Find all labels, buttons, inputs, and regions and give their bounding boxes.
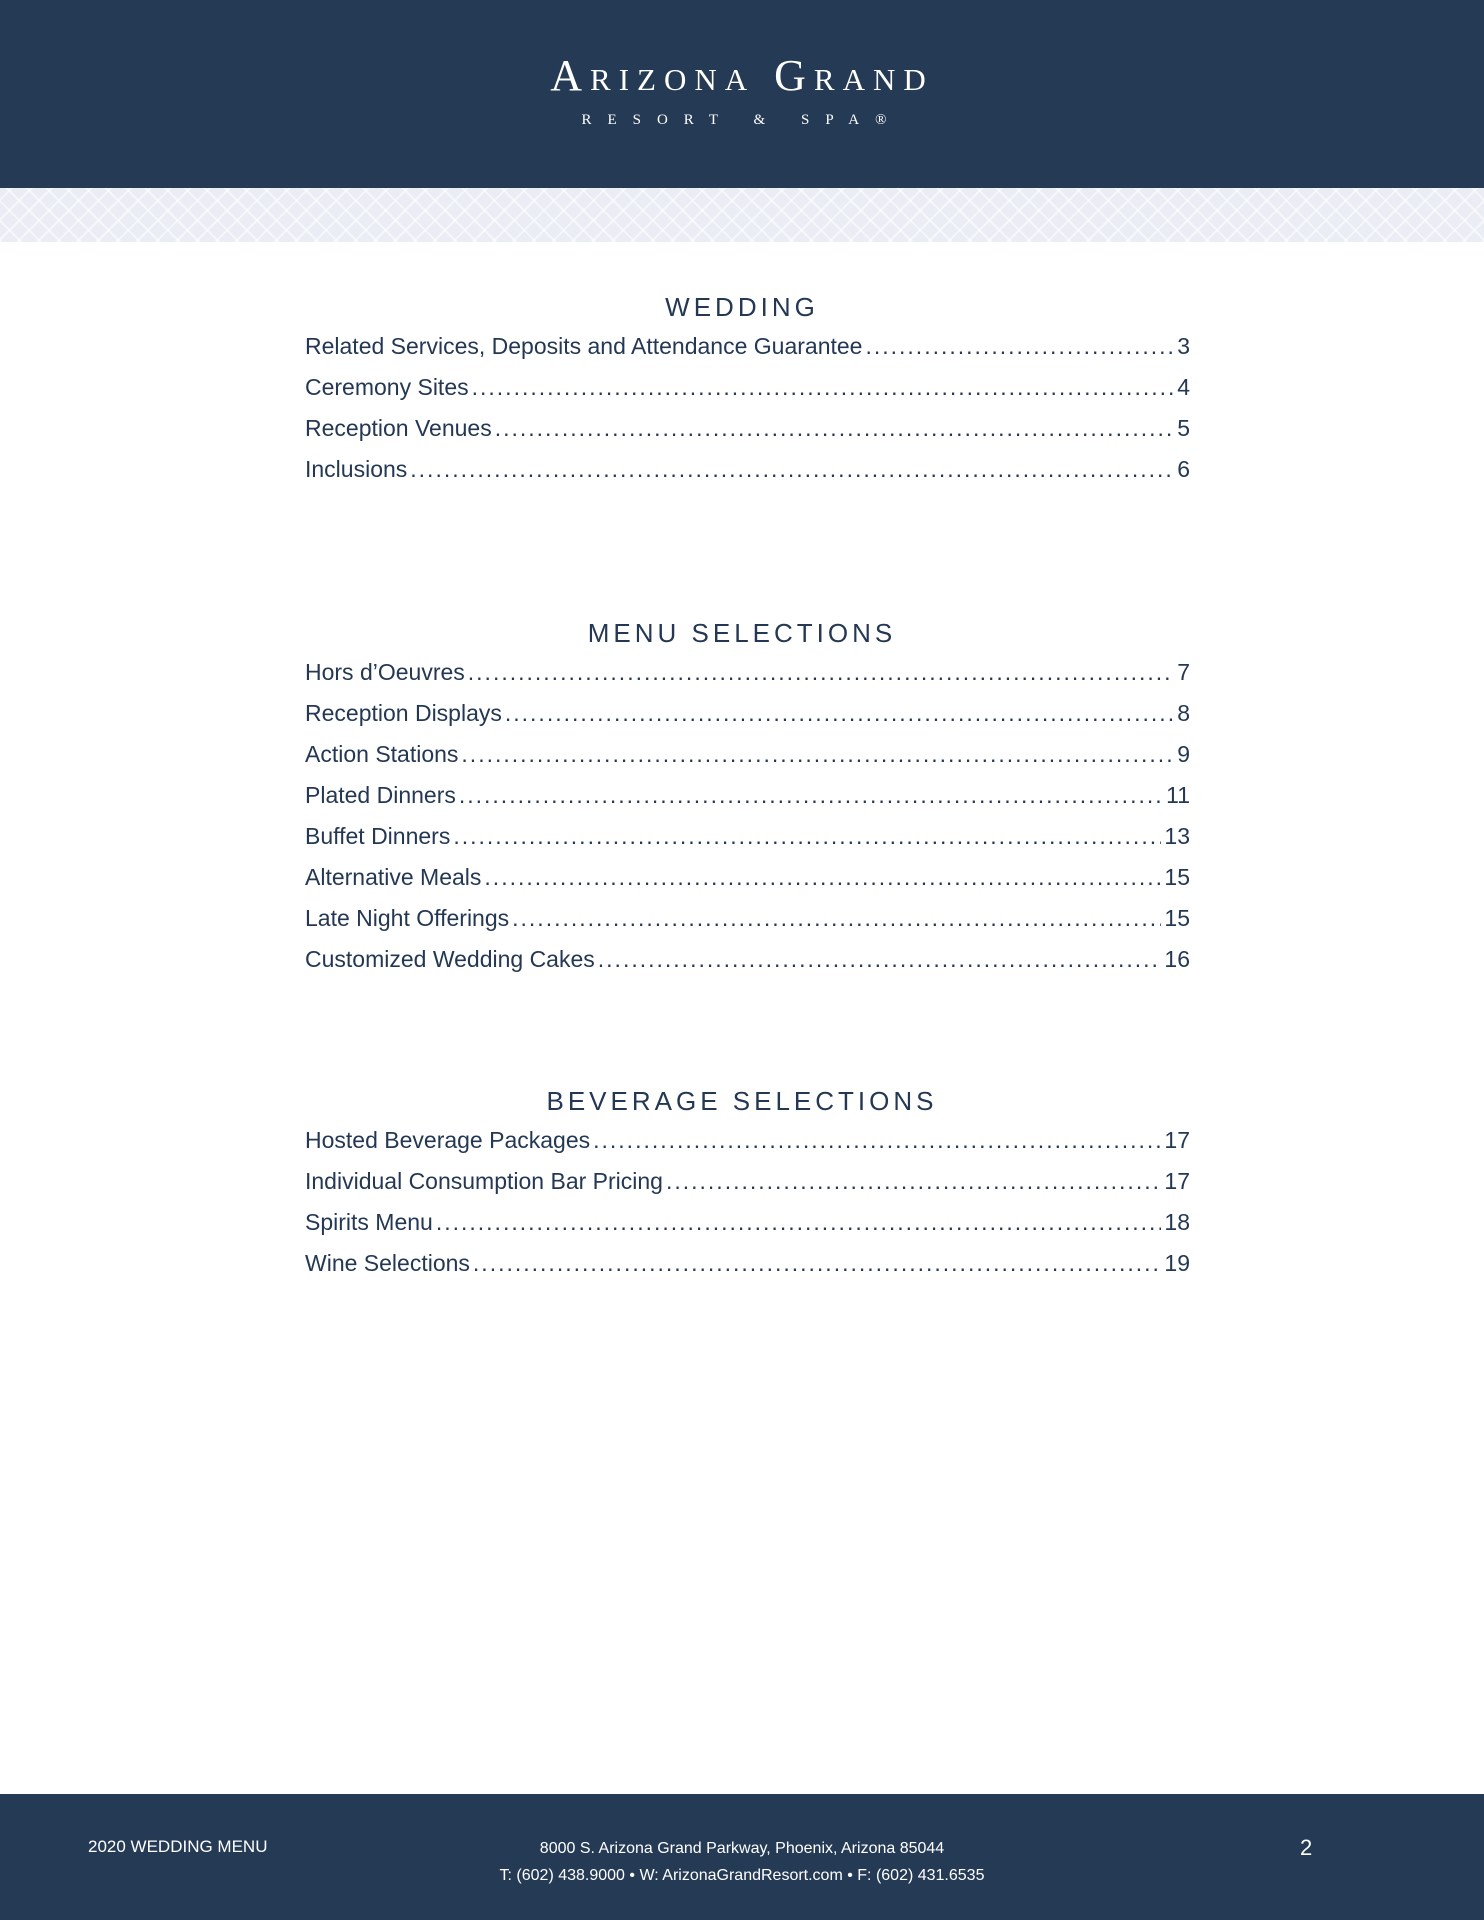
toc-entry-label: Spirits Menu <box>305 1209 433 1235</box>
leader-dots <box>472 374 1175 401</box>
toc-entry-label: Reception Displays <box>305 700 502 726</box>
toc-entry[interactable] <box>305 456 1190 497</box>
toc-entry[interactable] <box>305 1209 1190 1250</box>
leader-dots <box>593 1127 1161 1154</box>
leader-dots <box>505 700 1174 727</box>
toc-entry-label: Alternative Meals <box>305 864 482 890</box>
toc-entry[interactable] <box>305 782 1190 823</box>
toc-entry-page: 6 <box>1177 456 1190 482</box>
toc-entry[interactable] <box>305 946 1190 987</box>
leader-dots <box>459 782 1163 809</box>
toc-entry[interactable] <box>305 823 1190 864</box>
toc-entry[interactable] <box>305 1250 1190 1291</box>
footer-menu-year: 2020 WEDDING MENU <box>88 1837 268 1856</box>
section-title-menu-selections: MENU SELECTIONS <box>587 618 897 648</box>
header-banner <box>0 0 1484 188</box>
toc-entry-page: 8 <box>1177 700 1190 726</box>
toc-list-beverage-selections <box>305 1127 1190 1291</box>
leader-dots <box>473 1250 1161 1277</box>
toc-entry-label: Related Services, Deposits and Attendance Guarantee <box>305 333 863 359</box>
toc-entry-label: Ceremony Sites <box>305 374 469 400</box>
brand-logo-name: Arizona Grand <box>550 51 934 100</box>
toc-entry[interactable] <box>305 659 1190 700</box>
toc-entry[interactable] <box>305 864 1190 905</box>
toc-entry-page: 5 <box>1177 415 1190 441</box>
toc-entry-label: Customized Wedding Cakes <box>305 946 595 972</box>
toc-entry-page: 3 <box>1177 333 1190 359</box>
leader-dots <box>598 946 1162 973</box>
toc-entry-label: Individual Consumption Bar Pricing <box>305 1168 663 1194</box>
toc-entry-page: 18 <box>1164 1209 1190 1235</box>
toc-entry[interactable] <box>305 905 1190 946</box>
toc-entry[interactable] <box>305 374 1190 415</box>
toc-entry-label: Action Stations <box>305 741 459 767</box>
toc-entry-page: 9 <box>1177 741 1190 767</box>
leader-dots <box>512 905 1161 932</box>
toc-entry-label: Buffet Dinners <box>305 823 451 849</box>
toc-entry-label: Wine Selections <box>305 1250 470 1276</box>
brand-logo-subtitle: RESORT & SPA® <box>581 112 903 128</box>
leader-dots <box>461 741 1174 768</box>
toc-entry-page: 11 <box>1166 782 1190 808</box>
toc-entry-page: 17 <box>1164 1168 1190 1194</box>
toc-entry-page: 19 <box>1164 1250 1190 1276</box>
toc-entry-label: Hors d’Oeuvres <box>305 659 465 685</box>
leader-dots <box>484 864 1161 891</box>
toc-entry-label: Inclusions <box>305 456 408 482</box>
toc-entry-page: 17 <box>1164 1127 1190 1153</box>
toc-entry-page: 4 <box>1177 374 1190 400</box>
toc-entry[interactable] <box>305 700 1190 741</box>
toc-entry-page: 13 <box>1164 823 1190 849</box>
toc-entry[interactable] <box>305 741 1190 782</box>
toc-entry-label: Plated Dinners <box>305 782 456 808</box>
toc-entry[interactable] <box>305 415 1190 456</box>
toc-entry[interactable] <box>305 333 1190 374</box>
leader-dots <box>666 1168 1161 1195</box>
leader-dots <box>495 415 1175 442</box>
toc-entry-label: Hosted Beverage Packages <box>305 1127 591 1153</box>
toc-entry-page: 16 <box>1164 946 1190 972</box>
toc-entry[interactable] <box>305 1127 1190 1168</box>
footer-contact-block <box>0 1835 1484 1889</box>
section-title-beverage-selections: BEVERAGE SELECTIONS <box>546 1086 938 1116</box>
section-title-wedding: WEDDING <box>665 292 819 322</box>
leader-dots <box>436 1209 1162 1236</box>
toc-list-wedding <box>305 333 1190 497</box>
toc-list-menu-selections <box>305 659 1190 987</box>
leader-dots <box>865 333 1174 360</box>
leader-dots <box>410 456 1174 483</box>
toc-entry-label: Late Night Offerings <box>305 905 510 931</box>
leader-dots <box>468 659 1174 686</box>
toc-entry[interactable] <box>305 1168 1190 1209</box>
toc-entry-page: 15 <box>1164 864 1190 890</box>
leader-dots <box>453 823 1161 850</box>
page-number: 2 <box>1300 1835 1313 1860</box>
toc-entry-page: 15 <box>1164 905 1190 931</box>
toc-entry-page: 7 <box>1177 659 1190 685</box>
footer-banner <box>0 1794 1484 1920</box>
footer-address: 8000 S. Arizona Grand Parkway, Phoenix, Arizona 85044 <box>539 1840 945 1857</box>
toc-entry-label: Reception Venues <box>305 415 492 441</box>
footer-contact: T: (602) 438.9000 • W: ArizonaGrandResort.com • F: (602) 431.6535 <box>499 1867 985 1884</box>
decorative-pattern-band <box>0 188 1484 242</box>
